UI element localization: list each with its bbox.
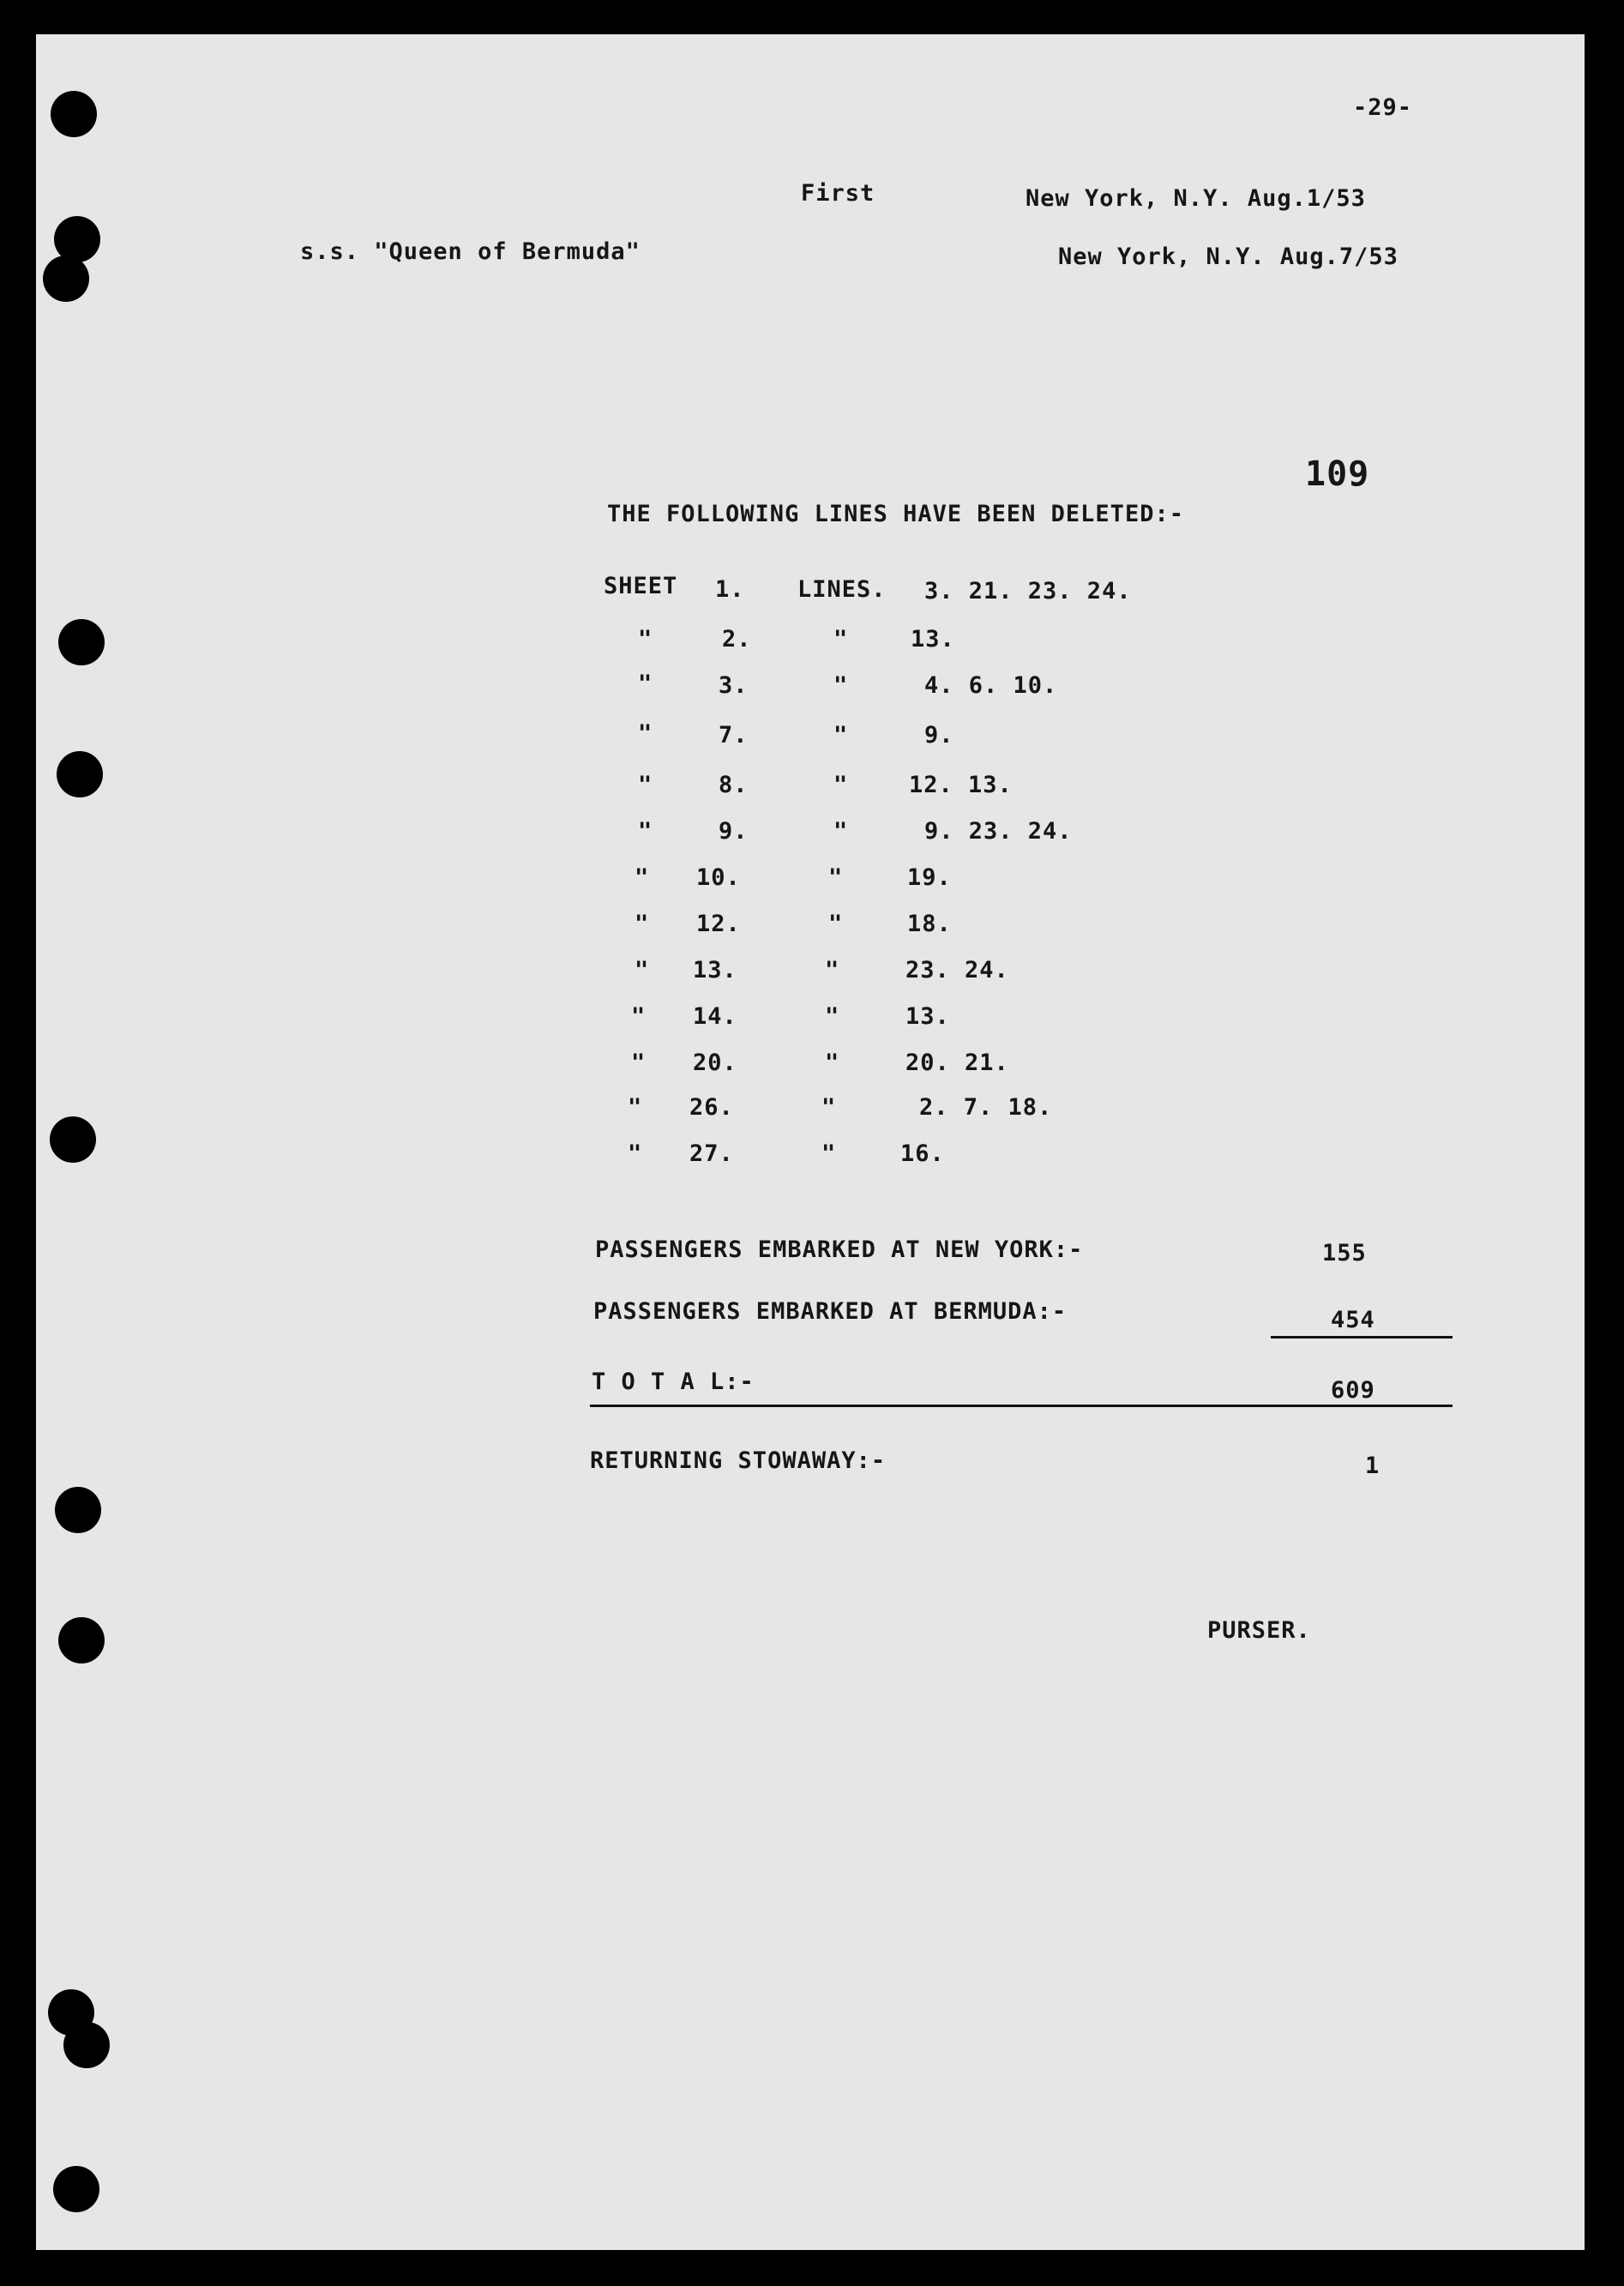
deletion-lines-label: " [828,911,844,937]
passengers-bermuda-value: 454 [1331,1307,1375,1333]
deletion-lines: 9. 23. 24. [924,818,1073,845]
deletion-lines: 19. [907,864,952,891]
punch-hole [57,751,103,797]
deletion-lines-label: " [833,722,849,749]
ship-name: s.s. "Queen of Bermuda" [300,238,641,265]
deletion-lines-label: " [828,864,844,891]
deletion-sheet: 26. [689,1094,734,1121]
deletion-sheet: 8. [719,772,749,798]
deletion-lines: 13. [911,626,955,653]
deletion-lines: 23. 24. [905,957,1009,984]
deletion-lines-label: " [833,772,849,798]
deletion-sheet-label: " [638,671,653,697]
departure-place-date: New York, N.Y. Aug.1/53 [1026,185,1366,212]
total-rule [590,1405,1453,1407]
deletion-sheet-label: " [635,957,650,984]
punch-hole [53,2166,99,2212]
stowaway-value: 1 [1365,1453,1380,1479]
deletion-sheet-label: " [635,864,650,891]
deletion-lines-label: " [821,1094,837,1121]
deletion-sheet: 12. [696,911,741,937]
deletion-sheet-label: SHEET [604,573,678,599]
passenger-class: First [801,180,875,207]
punch-hole [50,1116,96,1163]
punch-hole [55,1487,101,1533]
purser-signature-label: PURSER. [1207,1617,1311,1644]
deletion-lines-label: " [825,1050,840,1076]
subtotal-rule [1271,1336,1453,1339]
arrival-place-date: New York, N.Y. Aug.7/53 [1058,244,1398,270]
deletion-sheet: 27. [689,1140,734,1167]
deletion-sheet: 2. [722,626,752,653]
punch-hole [43,256,89,302]
deletion-sheet-label: " [638,772,653,798]
passengers-bermuda-label: PASSENGERS EMBARKED AT BERMUDA:- [593,1298,1068,1325]
deletion-sheet-label: " [628,1094,643,1121]
deletion-sheet: 14. [693,1003,737,1030]
deletion-lines-label: LINES. [797,576,887,603]
deletion-sheet-label: " [638,818,653,845]
deletion-lines: 18. [907,911,952,937]
deletion-sheet: 13. [693,957,737,984]
deletion-sheet-label: " [638,720,653,747]
stamp-number: 109 [1305,454,1370,494]
deletion-lines-label: " [833,626,849,653]
deletion-sheet: 10. [696,864,741,891]
deletion-lines: 3. 21. 23. 24. [924,578,1132,605]
punch-hole [58,619,105,665]
deletion-lines-label: " [825,1003,840,1030]
total-label: T O T A L:- [592,1369,755,1395]
deletion-lines-label: " [821,1140,837,1167]
deletion-sheet: 3. [719,672,749,699]
deletion-sheet: 1. [715,576,745,603]
punch-hole [51,91,97,137]
passengers-new-york-label: PASSENGERS EMBARKED AT NEW YORK:- [595,1236,1084,1263]
deletion-sheet: 9. [719,818,749,845]
deletion-lines: 20. 21. [905,1050,1009,1076]
punch-hole [58,1617,105,1663]
deletion-sheet: 20. [693,1050,737,1076]
deletion-lines: 12. 13. [909,772,1013,798]
deletion-sheet-label: " [635,911,650,937]
deletion-lines: 13. [905,1003,950,1030]
deletion-lines-label: " [833,818,849,845]
deletion-lines-label: " [825,957,840,984]
deletion-lines: 2. 7. 18. [919,1094,1053,1121]
deletion-lines: 9. [924,722,954,749]
deletion-lines: 4. 6. 10. [924,672,1058,699]
deletion-lines: 16. [900,1140,945,1167]
deletion-lines-label: " [833,672,849,699]
deleted-heading: THE FOLLOWING LINES HAVE BEEN DELETED:- [607,501,1184,527]
total-value: 609 [1331,1377,1375,1404]
page-number: -29- [1353,94,1413,121]
punch-hole [63,2022,110,2068]
stowaway-label: RETURNING STOWAWAY:- [590,1447,887,1474]
deletion-sheet-label: " [638,626,653,653]
deletion-sheet-label: " [628,1140,643,1167]
document-page [36,34,1585,2250]
deletion-sheet-label: " [631,1003,647,1030]
deletion-sheet: 7. [719,722,749,749]
passengers-new-york-value: 155 [1322,1240,1367,1266]
deletion-sheet-label: " [631,1050,647,1076]
